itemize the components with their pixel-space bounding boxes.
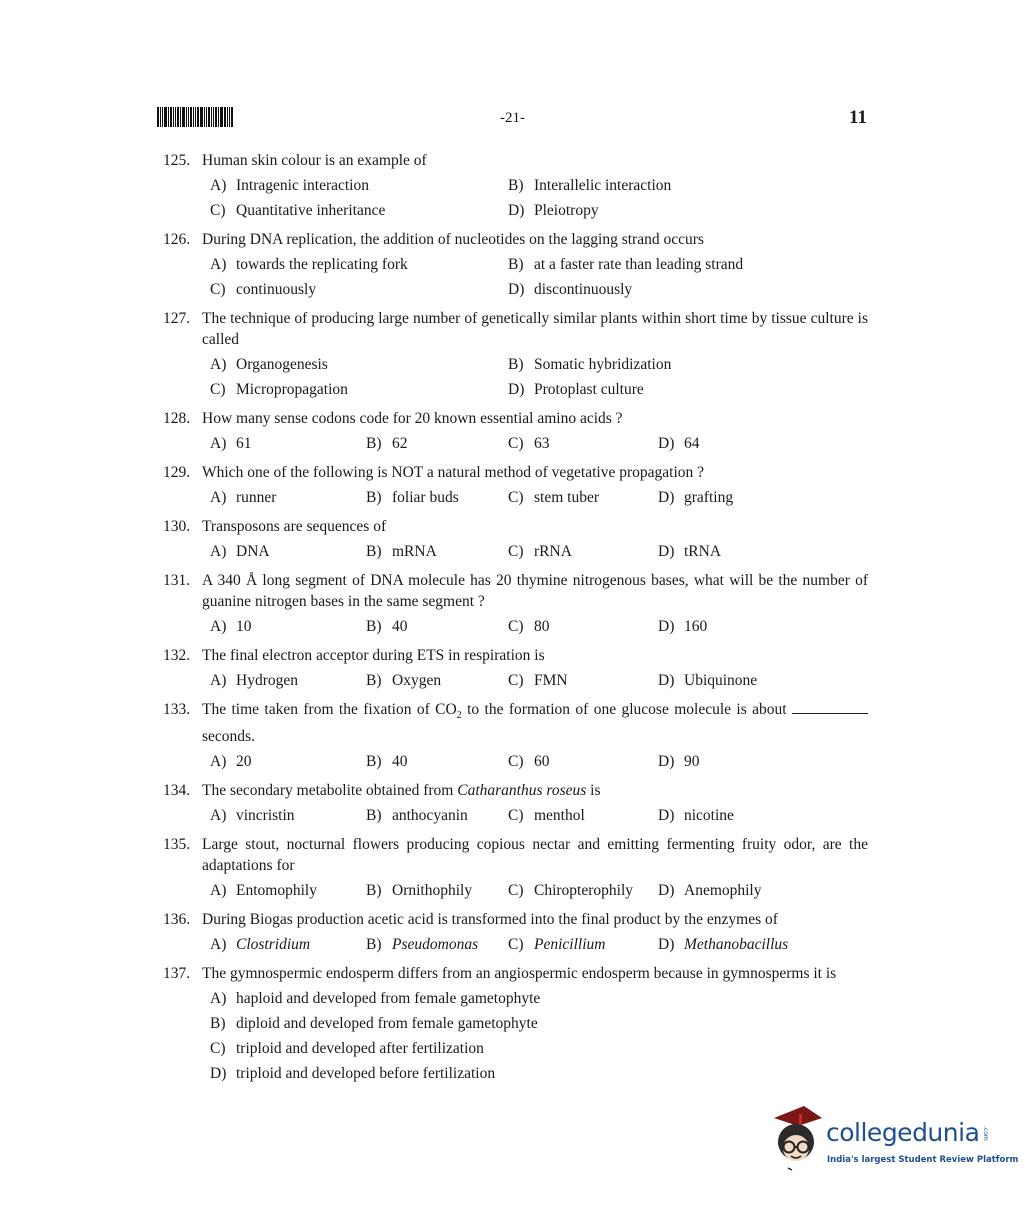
option-a: A) towards the replicating fork	[210, 256, 408, 273]
option-d: D) tRNA	[658, 543, 722, 560]
option-c: C) Penicillium	[508, 936, 606, 954]
option-a: A) runner	[210, 489, 277, 506]
question	[163, 308, 868, 400]
question-number: 128.	[163, 410, 191, 427]
question-text: How many sense codons code for 20 known essential amino acids ?	[202, 410, 623, 427]
option-a: A) vincristin	[210, 807, 295, 825]
question	[163, 780, 868, 826]
option-c: C) Chiropterophily	[508, 882, 634, 900]
option-b: B) 40	[366, 753, 408, 771]
option-b: B) Pseudomonas	[366, 936, 479, 954]
option-a: A) Intragenic interaction	[210, 177, 369, 194]
question-number: 135.	[163, 836, 191, 854]
option-b: B) Somatic hybridization	[508, 356, 672, 373]
option-d: D) triploid and developed before fertilization	[210, 1065, 496, 1083]
question-number: 130.	[163, 518, 191, 535]
collegedunia-logo	[768, 1104, 1019, 1174]
question	[163, 834, 868, 901]
option-d: D) Protoplast culture	[508, 381, 644, 398]
option-c: C) menthol	[508, 807, 585, 825]
option-c: C) FMN	[508, 672, 568, 689]
mascot-icon	[768, 1104, 826, 1174]
logo-tagline: India's largest Student Review Platform	[827, 1155, 1019, 1165]
option-b: B) Oxygen	[366, 672, 442, 689]
option-a: A) haploid and developed from female gametophyte	[210, 990, 541, 1008]
question-list	[163, 150, 868, 1092]
question-text: During DNA replication, the addition of nucleotides on the lagging strand occurs	[202, 231, 704, 248]
option-c: C) 60	[508, 753, 550, 771]
question-number: 133.	[163, 701, 191, 718]
question-text: Which one of the following is NOT a natural method of vegetative propagation ?	[202, 464, 705, 481]
option-a: A) 20	[210, 753, 252, 771]
question-text: The secondary metabolite obtained from Catharanthus roseus is	[202, 782, 601, 800]
option-d: D) discontinuously	[508, 281, 633, 298]
option-a: A) DNA	[210, 543, 270, 560]
question	[163, 150, 868, 221]
option-a: A) Organogenesis	[210, 356, 328, 373]
option-d: D) Methanobacillus	[658, 936, 789, 954]
question-text: A 340 Å long segment of DNA molecule has 20 thymine nitrogenous bases, what will be the number of guanine nitrogen bases in the same segment ?	[202, 572, 868, 610]
question	[163, 462, 868, 508]
option-b: B) 62	[366, 435, 408, 452]
option-d: D) Ubiquinone	[658, 672, 758, 689]
question-number: 132.	[163, 647, 191, 664]
logo-dotcom: .com	[982, 1126, 989, 1141]
question	[163, 570, 868, 637]
option-d: D) Pleiotropy	[508, 202, 599, 219]
option-d: D) Anemophily	[658, 882, 762, 900]
answer-blank	[792, 699, 868, 714]
option-a: A) 10	[210, 618, 252, 635]
question-number: 137.	[163, 965, 191, 983]
option-a: A) Clostridium	[210, 936, 311, 954]
series-code: 11	[849, 107, 867, 128]
question-number: 126.	[163, 231, 191, 248]
option-b: B) Interallelic interaction	[508, 177, 672, 194]
question-number: 136.	[163, 911, 191, 929]
option-d: D) 160	[658, 618, 708, 635]
option-a: A) Entomophily	[210, 882, 317, 900]
question	[163, 909, 868, 955]
question	[163, 408, 868, 454]
logo-wordmark: collegedunia	[826, 1118, 980, 1147]
option-d: D) nicotine	[658, 807, 734, 825]
option-c: C) Micropropagation	[210, 381, 348, 398]
option-b: B) Ornithophily	[366, 882, 473, 900]
question-number: 129.	[163, 464, 191, 481]
option-b: B) anthocyanin	[366, 807, 468, 825]
option-c: C) 63	[508, 435, 550, 452]
question-text: Large stout, nocturnal flowers producing copious nectar and emitting fermenting fruity odor, are the adaptations for	[202, 836, 868, 875]
option-c: C) continuously	[210, 281, 317, 298]
question-text: The gymnospermic endosperm differs from an angiospermic endosperm because in gymnosperms it is	[202, 965, 837, 983]
question-text: The time taken from the fixation of $CO_2$ to the formation of one glucose molecule is about seconds.	[202, 699, 868, 747]
question-number: 134.	[163, 782, 191, 800]
question-text: During Biogas production acetic acid is transformed into the final product by the enzymes of	[202, 911, 778, 929]
question	[163, 516, 868, 562]
page-number: -21-	[500, 110, 525, 126]
option-b: B) mRNA	[366, 543, 437, 560]
option-d: D) grafting	[658, 489, 734, 506]
question-text: The final electron acceptor during ETS in respiration is	[202, 647, 545, 664]
question	[163, 645, 868, 691]
option-b: B) diploid and developed from female gametophyte	[210, 1015, 538, 1033]
question-text: Human skin colour is an example of	[202, 152, 427, 169]
option-b: B) at a faster rate than leading strand	[508, 256, 744, 273]
option-c: C) triploid and developed after fertilization	[210, 1040, 484, 1058]
option-c: C) stem tuber	[508, 489, 599, 506]
question-number: 131.	[163, 572, 191, 589]
option-b: B) 40	[366, 618, 408, 635]
option-a: A) 61	[210, 435, 252, 452]
option-d: D) 90	[658, 753, 700, 771]
option-b: B) foliar buds	[366, 489, 459, 506]
question-number: 125.	[163, 152, 191, 169]
question	[163, 963, 868, 1084]
option-d: D) 64	[658, 435, 700, 452]
question	[163, 229, 868, 300]
question-text: The technique of producing large number of genetically similar plants within short time by tissue culture is called	[202, 310, 868, 348]
option-a: A) Hydrogen	[210, 672, 298, 689]
option-c: C) 80	[508, 618, 550, 635]
question-number: 127.	[163, 310, 191, 327]
option-c: C) rRNA	[508, 543, 572, 560]
question-text: Transposons are sequences of	[202, 518, 387, 535]
option-c: C) Quantitative inheritance	[210, 202, 386, 219]
question	[163, 699, 868, 772]
